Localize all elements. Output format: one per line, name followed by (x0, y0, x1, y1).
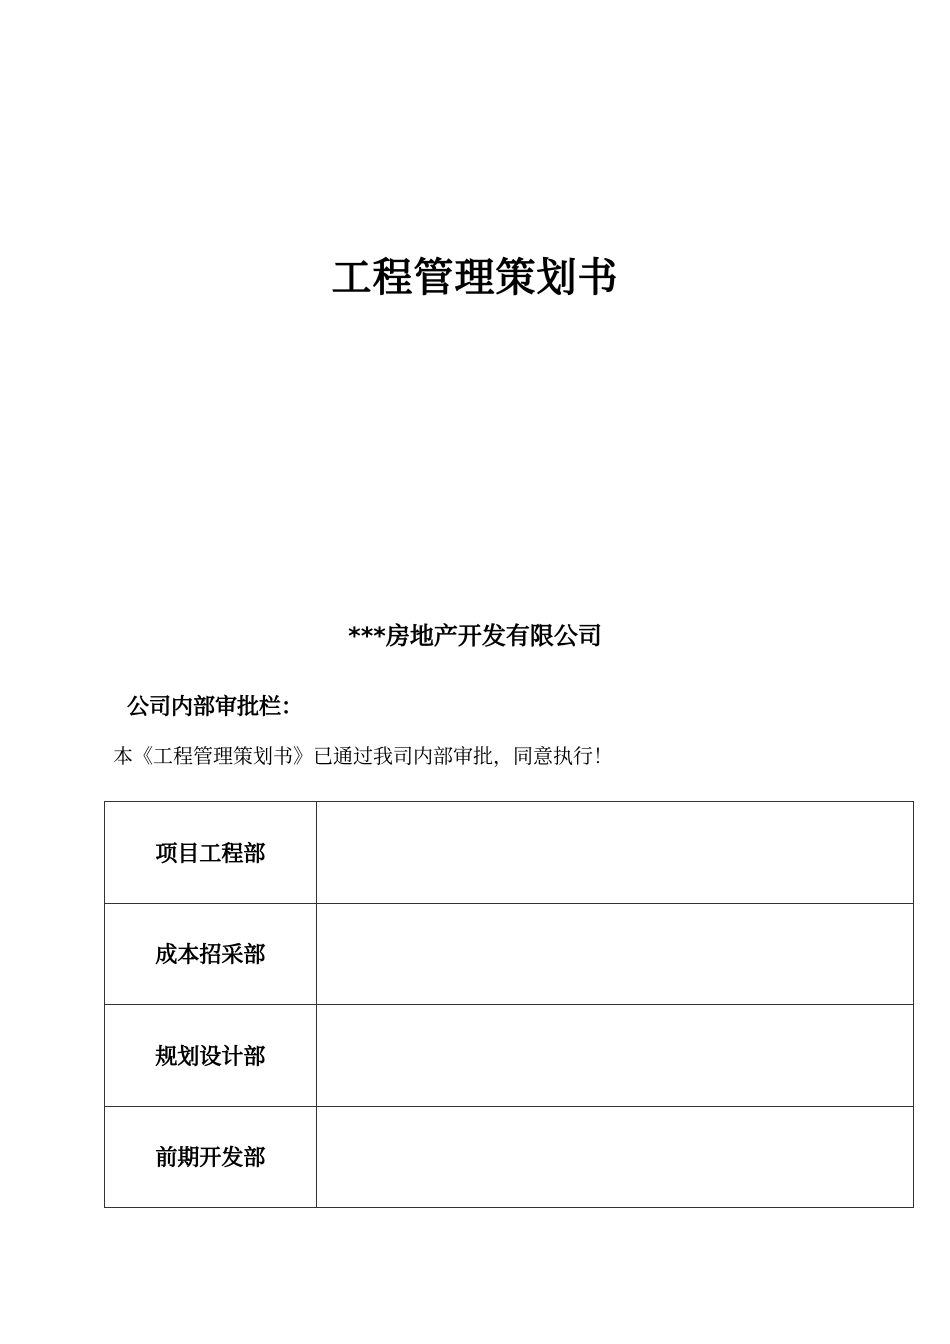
table-row (105, 802, 914, 904)
signature-cell (316, 903, 913, 1005)
document-title: 工程管理策划书 (331, 254, 619, 301)
company-name: ***房地产开发有限公司 (348, 622, 602, 650)
signature-cell (316, 1106, 913, 1208)
department-cell: 成本招采部 (105, 903, 317, 1005)
approval-statement: 本《工程管理策划书》已通过我司内部审批，同意执行！ (113, 744, 613, 768)
department-cell: 项目工程部 (105, 802, 317, 904)
table-row (105, 1106, 914, 1208)
signature-cell (316, 1005, 913, 1107)
department-cell: 规划设计部 (105, 1005, 317, 1107)
approval-heading: 公司内部审批栏： (127, 695, 304, 720)
department-cell: 前期开发部 (105, 1106, 317, 1208)
approval-table (104, 801, 914, 1208)
signature-cell (316, 802, 913, 904)
table-row (105, 903, 914, 1005)
table-row (105, 1005, 914, 1107)
